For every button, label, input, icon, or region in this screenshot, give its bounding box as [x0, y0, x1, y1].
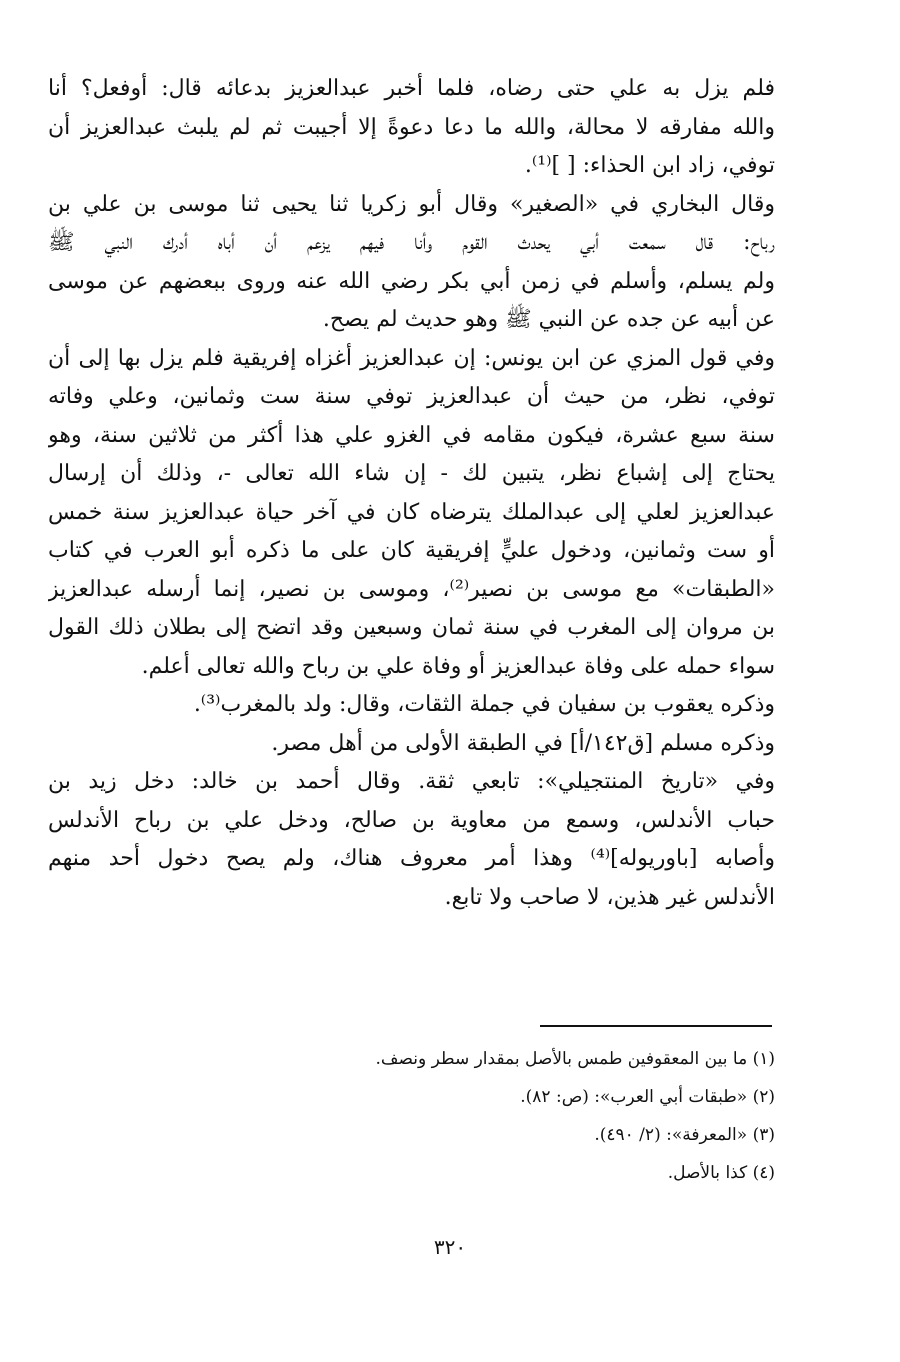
footnote-1: (١) ما بين المعقوفين طمس بالأصل بمقدار سطر ونصف. [375, 1049, 775, 1069]
paragraph-1 [48, 70, 775, 186]
text-line: الأندلس غير هذين، لا صاحب ولا تابع. [444, 884, 775, 910]
text-line: رباح: قال سمعت أبي يحدث القوم وأنا فيهم يزعم أن أباه أدرك النبي ﷺ [48, 230, 775, 255]
text-line: وفي قول المزي عن ابن يونس: إن عبدالعزيز أغزاه إفريقية فلم يزل بها إلى أن [48, 345, 775, 371]
paragraph-2 [48, 186, 775, 340]
footnote-2: (٢) «طبقات أبي العرب»: (ص: ٨٢). [520, 1087, 775, 1107]
text-line: توفي، نظر، من حيث أن عبدالعزيز توفي سنة ست وثمانين، وعلي وفاته [48, 384, 775, 409]
text-line: أو ست وثمانين، ودخول عليٍّ إفريقية كان على ما ذكره أبو العرب في كتاب [48, 538, 775, 563]
paragraph-4 [48, 686, 775, 725]
body-text [48, 70, 775, 917]
text-line: عن أبيه عن جده عن النبي ﷺ وهو حديث لم يصح. [322, 307, 775, 332]
footnote-4: (٤) كذا بالأصل. [667, 1163, 775, 1183]
text-line: وذكره مسلم [ق١٤٢/أ] في الطبقة الأولى من أهل مصر. [271, 730, 775, 756]
text-line: وأصابه [باوريوله]⁽⁴⁾ وهذا أمر معروف هناك، ولم يصح دخول أحد منهم [48, 846, 775, 871]
footnotes [300, 1040, 775, 1192]
text-line: توفي، زاد ابن الحذاء: [ ]⁽¹⁾. [524, 153, 775, 178]
text-line: فلم يزل به علي حتى رضاه، فلما أخبر عبدالعزيز بدعائه قال: أوفعل؟ أنا [48, 76, 775, 101]
text-line: وفي «تاريخ المنتجيلي»: تابعي ثقة. وقال أحمد بن خالد: دخل زيد بن [48, 769, 775, 794]
paragraph-3 [48, 340, 775, 687]
text-line: بن مروان إلى المغرب في سنة ثمان وسبعين وقد اتضح إلى بطلان ذلك القول [48, 615, 775, 640]
text-line: ولم يسلم، وأسلم في زمن أبي بكر رضي الله عنه وروى ببعضهم عن موسى [48, 268, 775, 294]
page-number: ٣٢٠ [433, 1235, 467, 1259]
footnote-divider [540, 1025, 772, 1027]
text-line: «الطبقات» مع موسى بن نصير⁽²⁾، وموسى بن نصير، إنما أرسله عبدالعزيز [48, 576, 775, 602]
text-line: حباب الأندلس، وسمع من معاوية بن صالح، ودخل علي بن رباح الأندلس [48, 807, 775, 833]
paragraph-6 [48, 763, 775, 917]
text-line: والله مفارقه لا محالة، والله ما دعا دعوةً إلا أجيبت ثم لم يلبث عبدالعزيز أن [48, 114, 775, 140]
paragraph-5 [48, 725, 775, 764]
text-line: وذكره يعقوب بن سفيان في جملة الثقات، وقال: ولد بالمغرب⁽³⁾. [193, 692, 775, 717]
text-line: سنة سبع عشرة، فيكون مقامه في الغزو علي هذا أكثر من ثلاثين سنة، وهو [48, 422, 775, 448]
text-line: سواء حمله على وفاة عبدالعزيز أو وفاة علي بن رباح والله تعالى أعلم. [141, 653, 775, 679]
footnote-3: (٣) «المعرفة»: (٢/ ٤٩٠). [594, 1125, 775, 1145]
text-line: عبدالعزيز لعلي إلى عبدالملك يترضاه كان في آخر حياة عبدالعزيز سنة خمس [48, 499, 775, 525]
text-line: وقال البخاري في «الصغير» وقال أبو زكريا ثنا يحيى ثنا موسى بن علي بن [48, 191, 775, 217]
text-line: يحتاج إلى إشباع نظر، يتبين لك - إن شاء الله تعالى -، وذلك أن إرسال [48, 461, 775, 486]
